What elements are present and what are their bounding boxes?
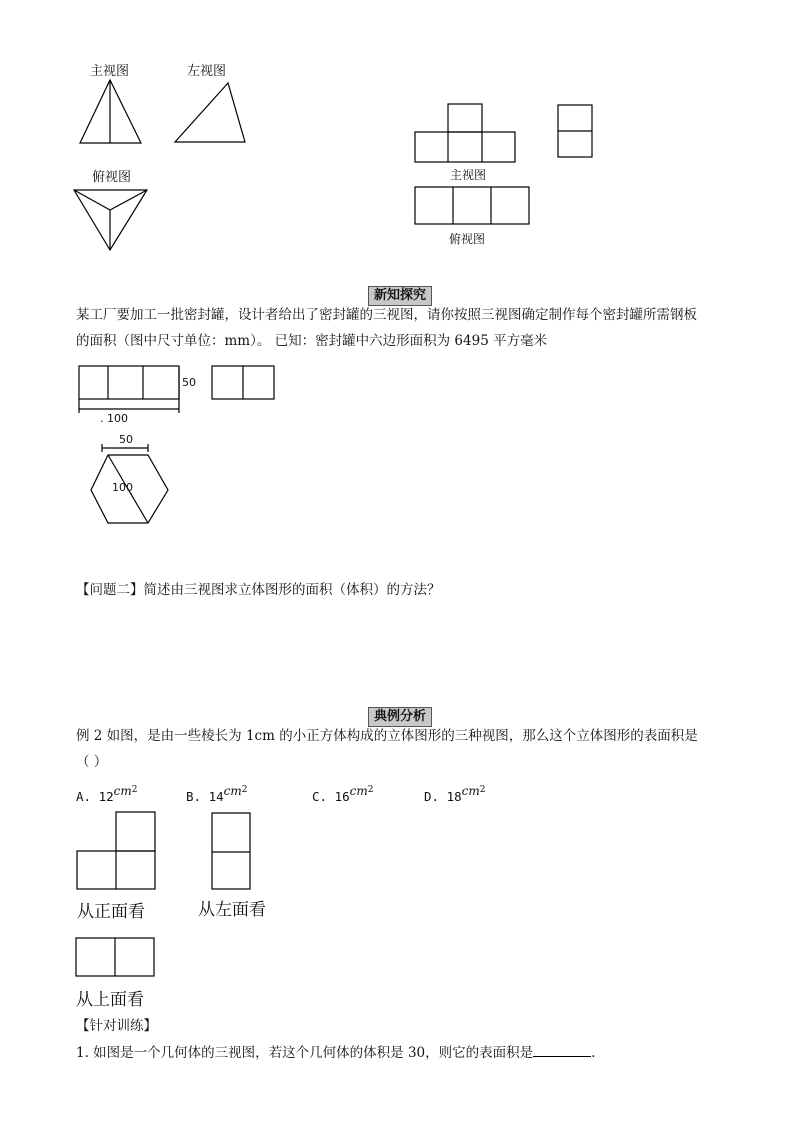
fig2-front-label: 主视图 (450, 168, 487, 182)
example2-line2: （ ） (76, 754, 108, 770)
problem-text-line1: 某工厂要加工一批密封罐，设计者给出了密封罐的三视图，请你按照三视图确定制作每个密封罐所需钢板 (76, 307, 697, 323)
fig4-front-label: 从正面看 (77, 902, 145, 922)
fig1-left-label: 左视图 (187, 64, 227, 79)
fig3-hex-diag-label: 100 (112, 481, 133, 494)
fig1-front-label: 主视图 (90, 64, 130, 79)
fig2-top-label: 俯视图 (449, 232, 486, 246)
section-badge-example: 典例分析 (368, 707, 432, 727)
problem-text-line2: 的面积（图中尺寸单位：mm）。 已知：密封罐中六边形面积为 6495 平方毫米 (76, 333, 548, 349)
example2-line1: 例 2 如图，是由一些棱长为 1cm 的小正方体构成的立体图形的三种视图，那么这个立体图形的表面积是 (76, 728, 698, 744)
training-question-1: 1. 如图是一个几何体的三视图，若这个几何体的体积是 30，则它的表面积是 . (76, 1042, 595, 1063)
option-d: D. $18cm^2$ (424, 784, 486, 804)
training-title: 【针对训练】 (76, 1018, 157, 1034)
question2-text: 【问题二】简述由三视图求立体图形的面积（体积）的方法？ (76, 582, 441, 598)
fig1-top-label: 俯视图 (92, 170, 132, 185)
option-a: A. $12cm^2$ (76, 784, 138, 804)
fig4-top-label: 从上面看 (76, 990, 144, 1010)
fig3-hex-top-label: 50 (119, 433, 133, 446)
fig3-height-label: 50 (182, 376, 196, 389)
option-b: B. $14cm^2$ (186, 784, 248, 804)
answer-blank[interactable] (533, 1042, 591, 1057)
fig4-left-label: 从左面看 (198, 900, 266, 920)
fig3-width-label: . 100 (100, 412, 128, 425)
option-c: C. $16cm^2$ (312, 784, 374, 804)
section-badge-new: 新知探究 (368, 286, 432, 306)
